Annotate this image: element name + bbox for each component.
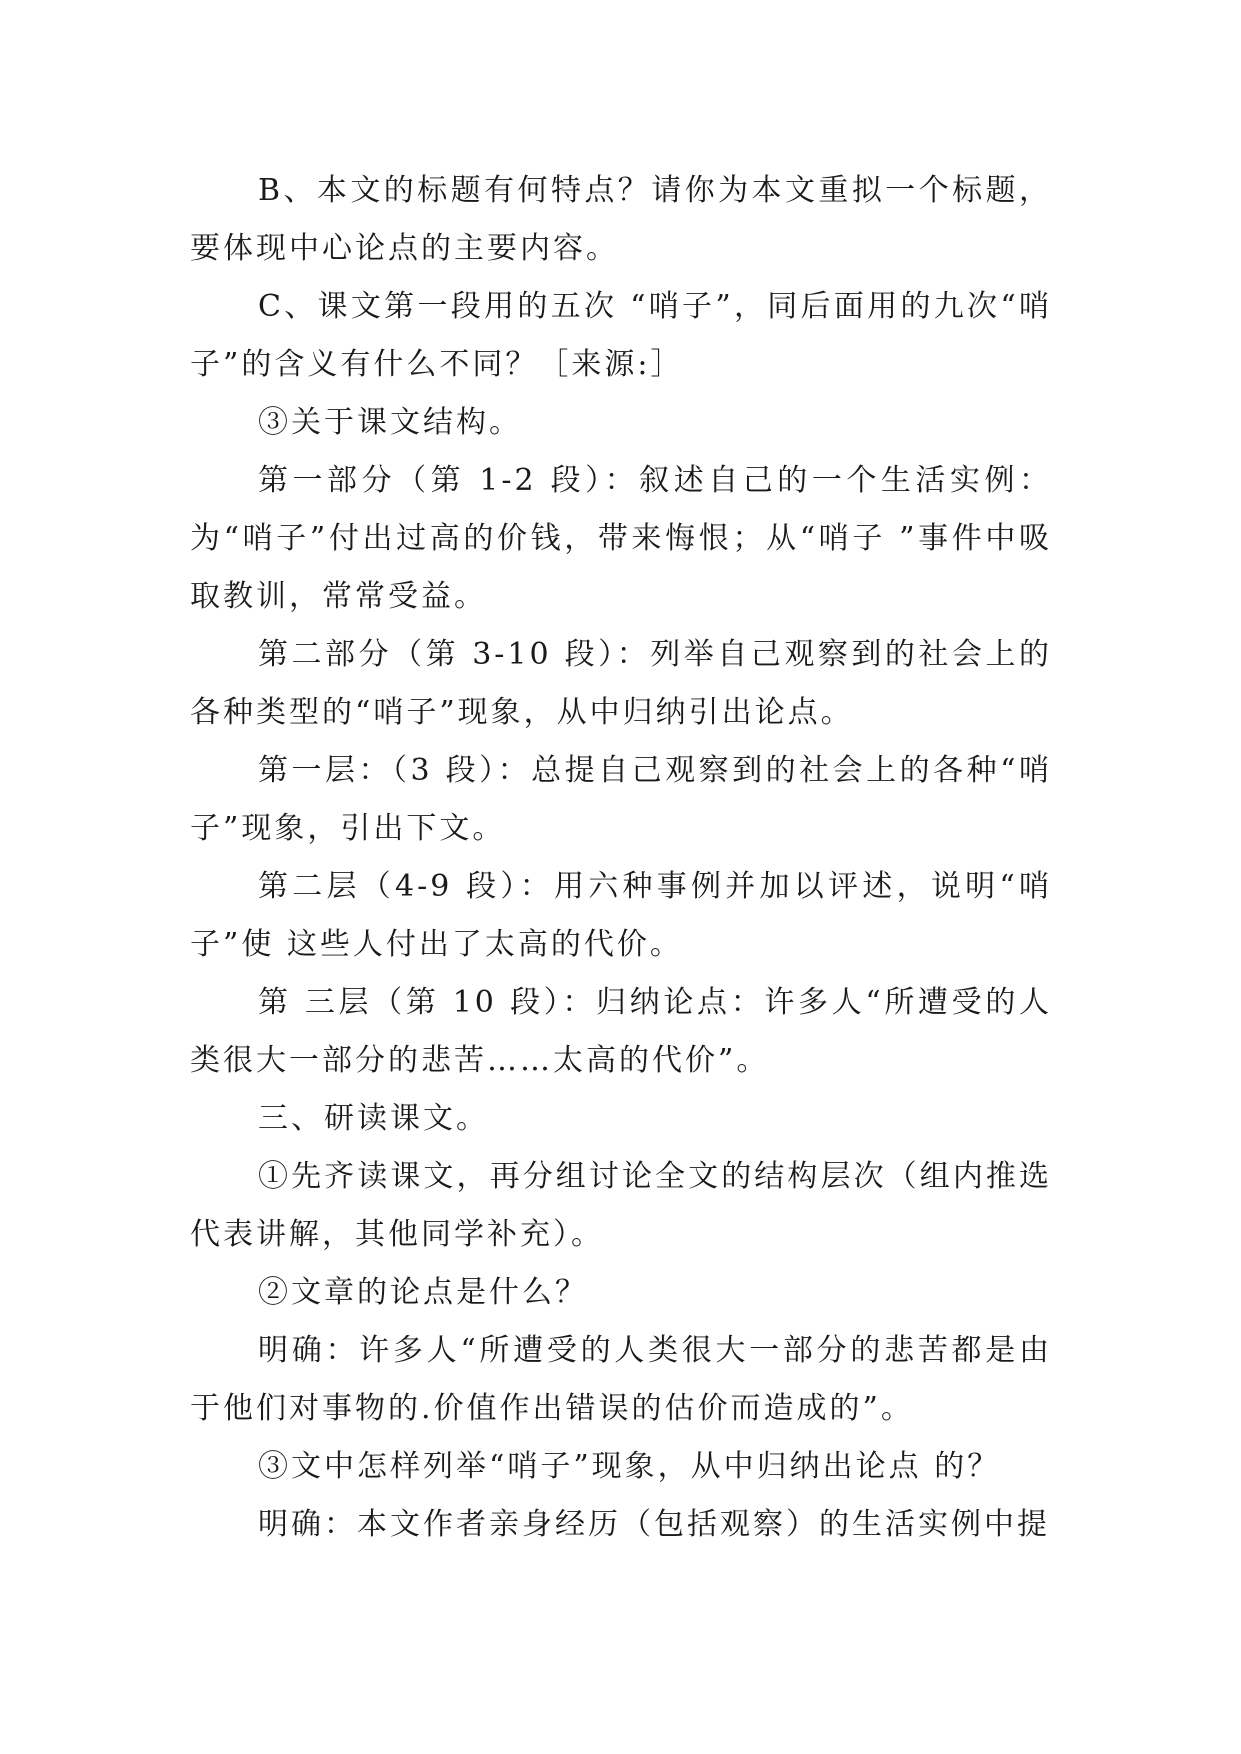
paragraph-answer-partial: 明确：本文作者亲身经历（包括观察）的生活实例中提 [258,1507,1050,1542]
paragraph-part-one: 第一部分（第 1-2 段）：叙述自己的一个生活实例：为“哨子”付出过高的价钱，带来悔恨；从“哨子 ”事件中吸取教训，常常受益。 [190,463,1052,614]
paragraph-title-question: B、本文的标题有何特点？请你为本文重拟一个标题，要体现中心论点的主要内容。 [190,173,1052,266]
paragraph-layer-three: 第 三层（第 10 段）：归纳论点：许多人“所遭受的人类很大一部分的悲苦……太高的代价”。 [190,985,1052,1078]
paragraph-structure-heading: ③关于课文结构。 [258,405,522,440]
paragraph-part-two: 第二部分（第 3-10 段）：列举自己观察到的社会上的各种类型的“哨子”现象，从中归纳引出论点。 [190,637,1052,730]
paragraph-thesis-answer: 明确：许多人“所遭受的人类很大一部分的悲苦都是由于他们对事物的.价值作出错误的估价而造成的”。 [190,1333,1052,1426]
paragraph-thesis-question: ②文章的论点是什么？ [258,1275,588,1310]
paragraph-layer-one: 第一层：（3 段）：总提自己观察到的社会上的各种“哨子”现象，引出下文。 [190,753,1052,846]
paragraph-group-reading: ①先齐读课文，再分组讨论全文的结构层次（组内推选代表讲解，其他同学补充）。 [190,1159,1052,1252]
paragraph-whistle-meaning-question: C、课文第一段用的五次 “哨子”，同后面用的九次“哨子”的含义有什么不同？［来源:］ [190,289,1052,382]
document-body [190,162,1052,1554]
paragraph-layer-two: 第二层（4-9 段）：用六种事例并加以评述，说明“哨子”使 这些人付出了太高的代价。 [190,869,1052,962]
paragraph-whistle-phenomena-question: ③文中怎样列举“哨子”现象，从中归纳出论点 的？ [258,1449,1001,1484]
section-heading-study-text: 三、研读课文。 [258,1101,489,1136]
